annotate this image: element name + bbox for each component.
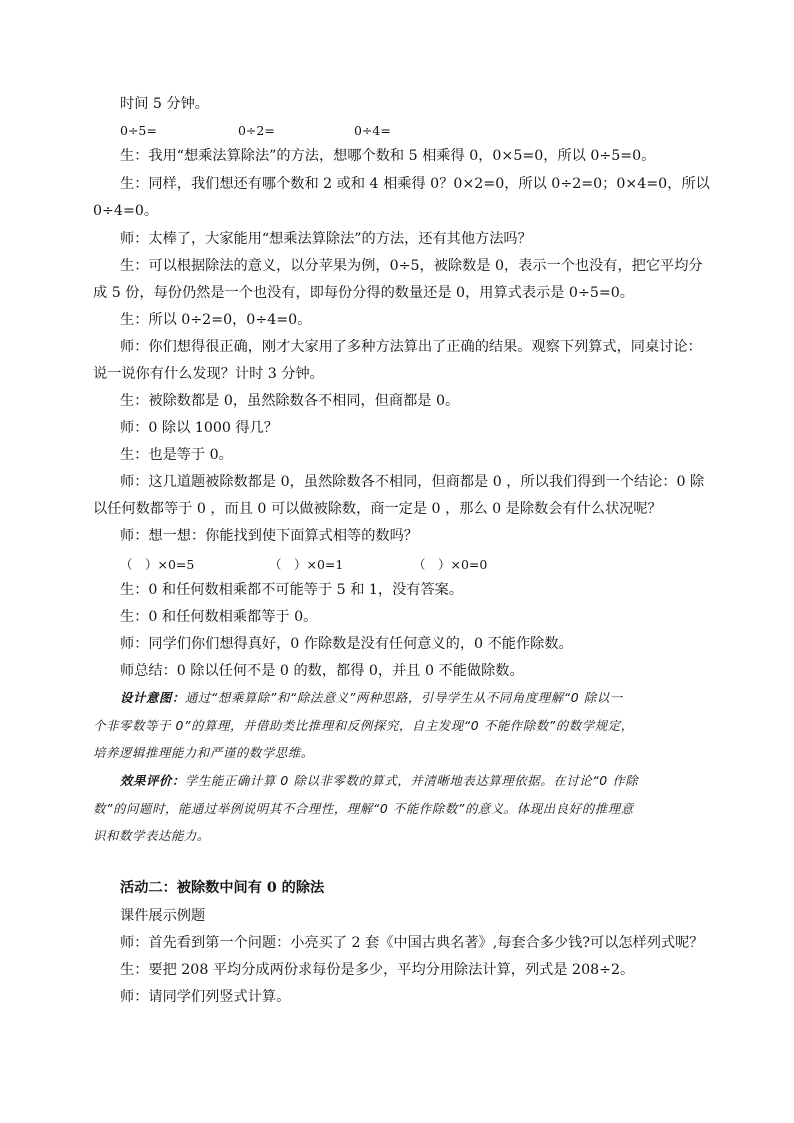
text-line: 师：你们想得很正确，刚才大家用了多种方法算出了正确的结果。观察下列算式，同桌讨论： (120, 339, 702, 355)
formula: 0÷2= (237, 123, 275, 138)
text-line: 师：首先看到第一个问题：小亮买了 2 套《中国古典名著》,每套合多少钱?可以怎样列式呢？ (120, 935, 704, 951)
text-line: 生：也是等于 0。 (120, 447, 233, 463)
text-line: 生：所以 0÷2=0，0÷4=0。 (120, 312, 312, 328)
formula-row (120, 555, 730, 575)
effect-evaluation-label: 效果评价： (120, 773, 185, 788)
formula: （ ）×0=0 (412, 557, 488, 572)
design-intent-text: 通过“想乘算除”和“除法意义”两种思路，引导学生从不同角度理解“0 除以一 (184, 690, 623, 705)
text-line: 生：同样，我们想还有哪个数和 2 或和 4 相乘得 0？0×2=0，所以 0÷2=0；0×4=0，所以 (120, 176, 710, 192)
text-line: 师总结：0 除以任何不是 0 的数，都得 0，并且 0 不能做除数。 (120, 663, 524, 679)
text-line: 时间 5 分钟。 (120, 96, 209, 112)
text-line: 师：太棒了，大家能用“想乘法算除法”的方法，还有其他方法吗？ (120, 231, 532, 247)
section-heading: 活动二：被除数中间有 0 的除法 (120, 880, 325, 896)
text-line: 师：这几道题被除数都是 0，虽然除数各不相同，但商都是 0 ，所以我们得到一个结论：0 除 (120, 474, 705, 490)
effect-evaluation-text: 学生能正确计算 0 除以非零数的算式，并清晰地表达算理依据。在讨论“0 作除 (184, 773, 639, 788)
text-line: 生：可以根据除法的意义，以分苹果为例，0÷5，被除数是 0，表示一个也没有，把它平均分 (120, 258, 703, 274)
effect-evaluation-line: 数”的问题时，能通过举例说明其不合理性，理解“0 不能作除数”的意义。体现出良好的推理意 (93, 801, 634, 816)
formula: （ ）×0=1 (268, 557, 344, 572)
text-line: 0÷4=0。 (93, 203, 159, 219)
design-intent-label: 设计意图： (120, 690, 185, 705)
text-line: 成 5 份，每份仍然是一个也没有，即每份分得的数量还是 0，用算式表示是 0÷5=0。 (93, 285, 634, 301)
text-line: 生：0 和任何数相乘都不可能等于 5 和 1，没有答案。 (120, 582, 464, 598)
design-intent-line (120, 688, 730, 708)
text-line: 生：被除数都是 0，虽然除数各不相同，但商都是 0。 (120, 393, 460, 409)
formula: （ ）×0=5 (120, 557, 195, 572)
text-line: 以任何数都等于 0 ，而且 0 可以做被除数，商一定是 0 ，那么 0 是除数会有什么状况呢？ (93, 501, 662, 517)
text-line: 师：请同学们列竖式计算。 (120, 989, 291, 1005)
effect-evaluation-line: 识和数学表达能力。 (93, 828, 210, 843)
design-intent-line: 培养逻辑推理能力和严谨的数学思维。 (93, 745, 314, 760)
formula-row (120, 121, 730, 141)
text-line: 说一说你有什么发现？计时 3 分钟。 (93, 366, 324, 382)
text-line: 师：想一想：你能找到使下面算式相等的数吗？ (120, 528, 418, 544)
text-line: 师：0 除以 1000 得几？ (120, 420, 278, 436)
text-line: 生：要把 208 平均分成两份求每份是多少，平均分用除法计算，列式是 208÷2。 (120, 962, 635, 978)
design-intent-line: 个非零数等于 0”的算理，并借助类比推理和反例探究，自主发现“0 不能作除数”的数学规定， (93, 718, 634, 733)
formula: 0÷5= (120, 123, 157, 138)
text-line: 师：同学们你们想得真好，0 作除数是没有任何意义的，0 不能作除数。 (120, 636, 573, 652)
text-line: 生：0 和任何数相乘都等于 0。 (120, 609, 318, 625)
text-line: 生：我用“想乘法算除法”的方法，想哪个数和 5 相乘得 0，0×5=0，所以 0÷5=0。 (120, 148, 656, 164)
text-line: 课件展示例题 (120, 908, 206, 924)
effect-evaluation-line (120, 771, 730, 791)
formula: 0÷4= (353, 123, 391, 138)
